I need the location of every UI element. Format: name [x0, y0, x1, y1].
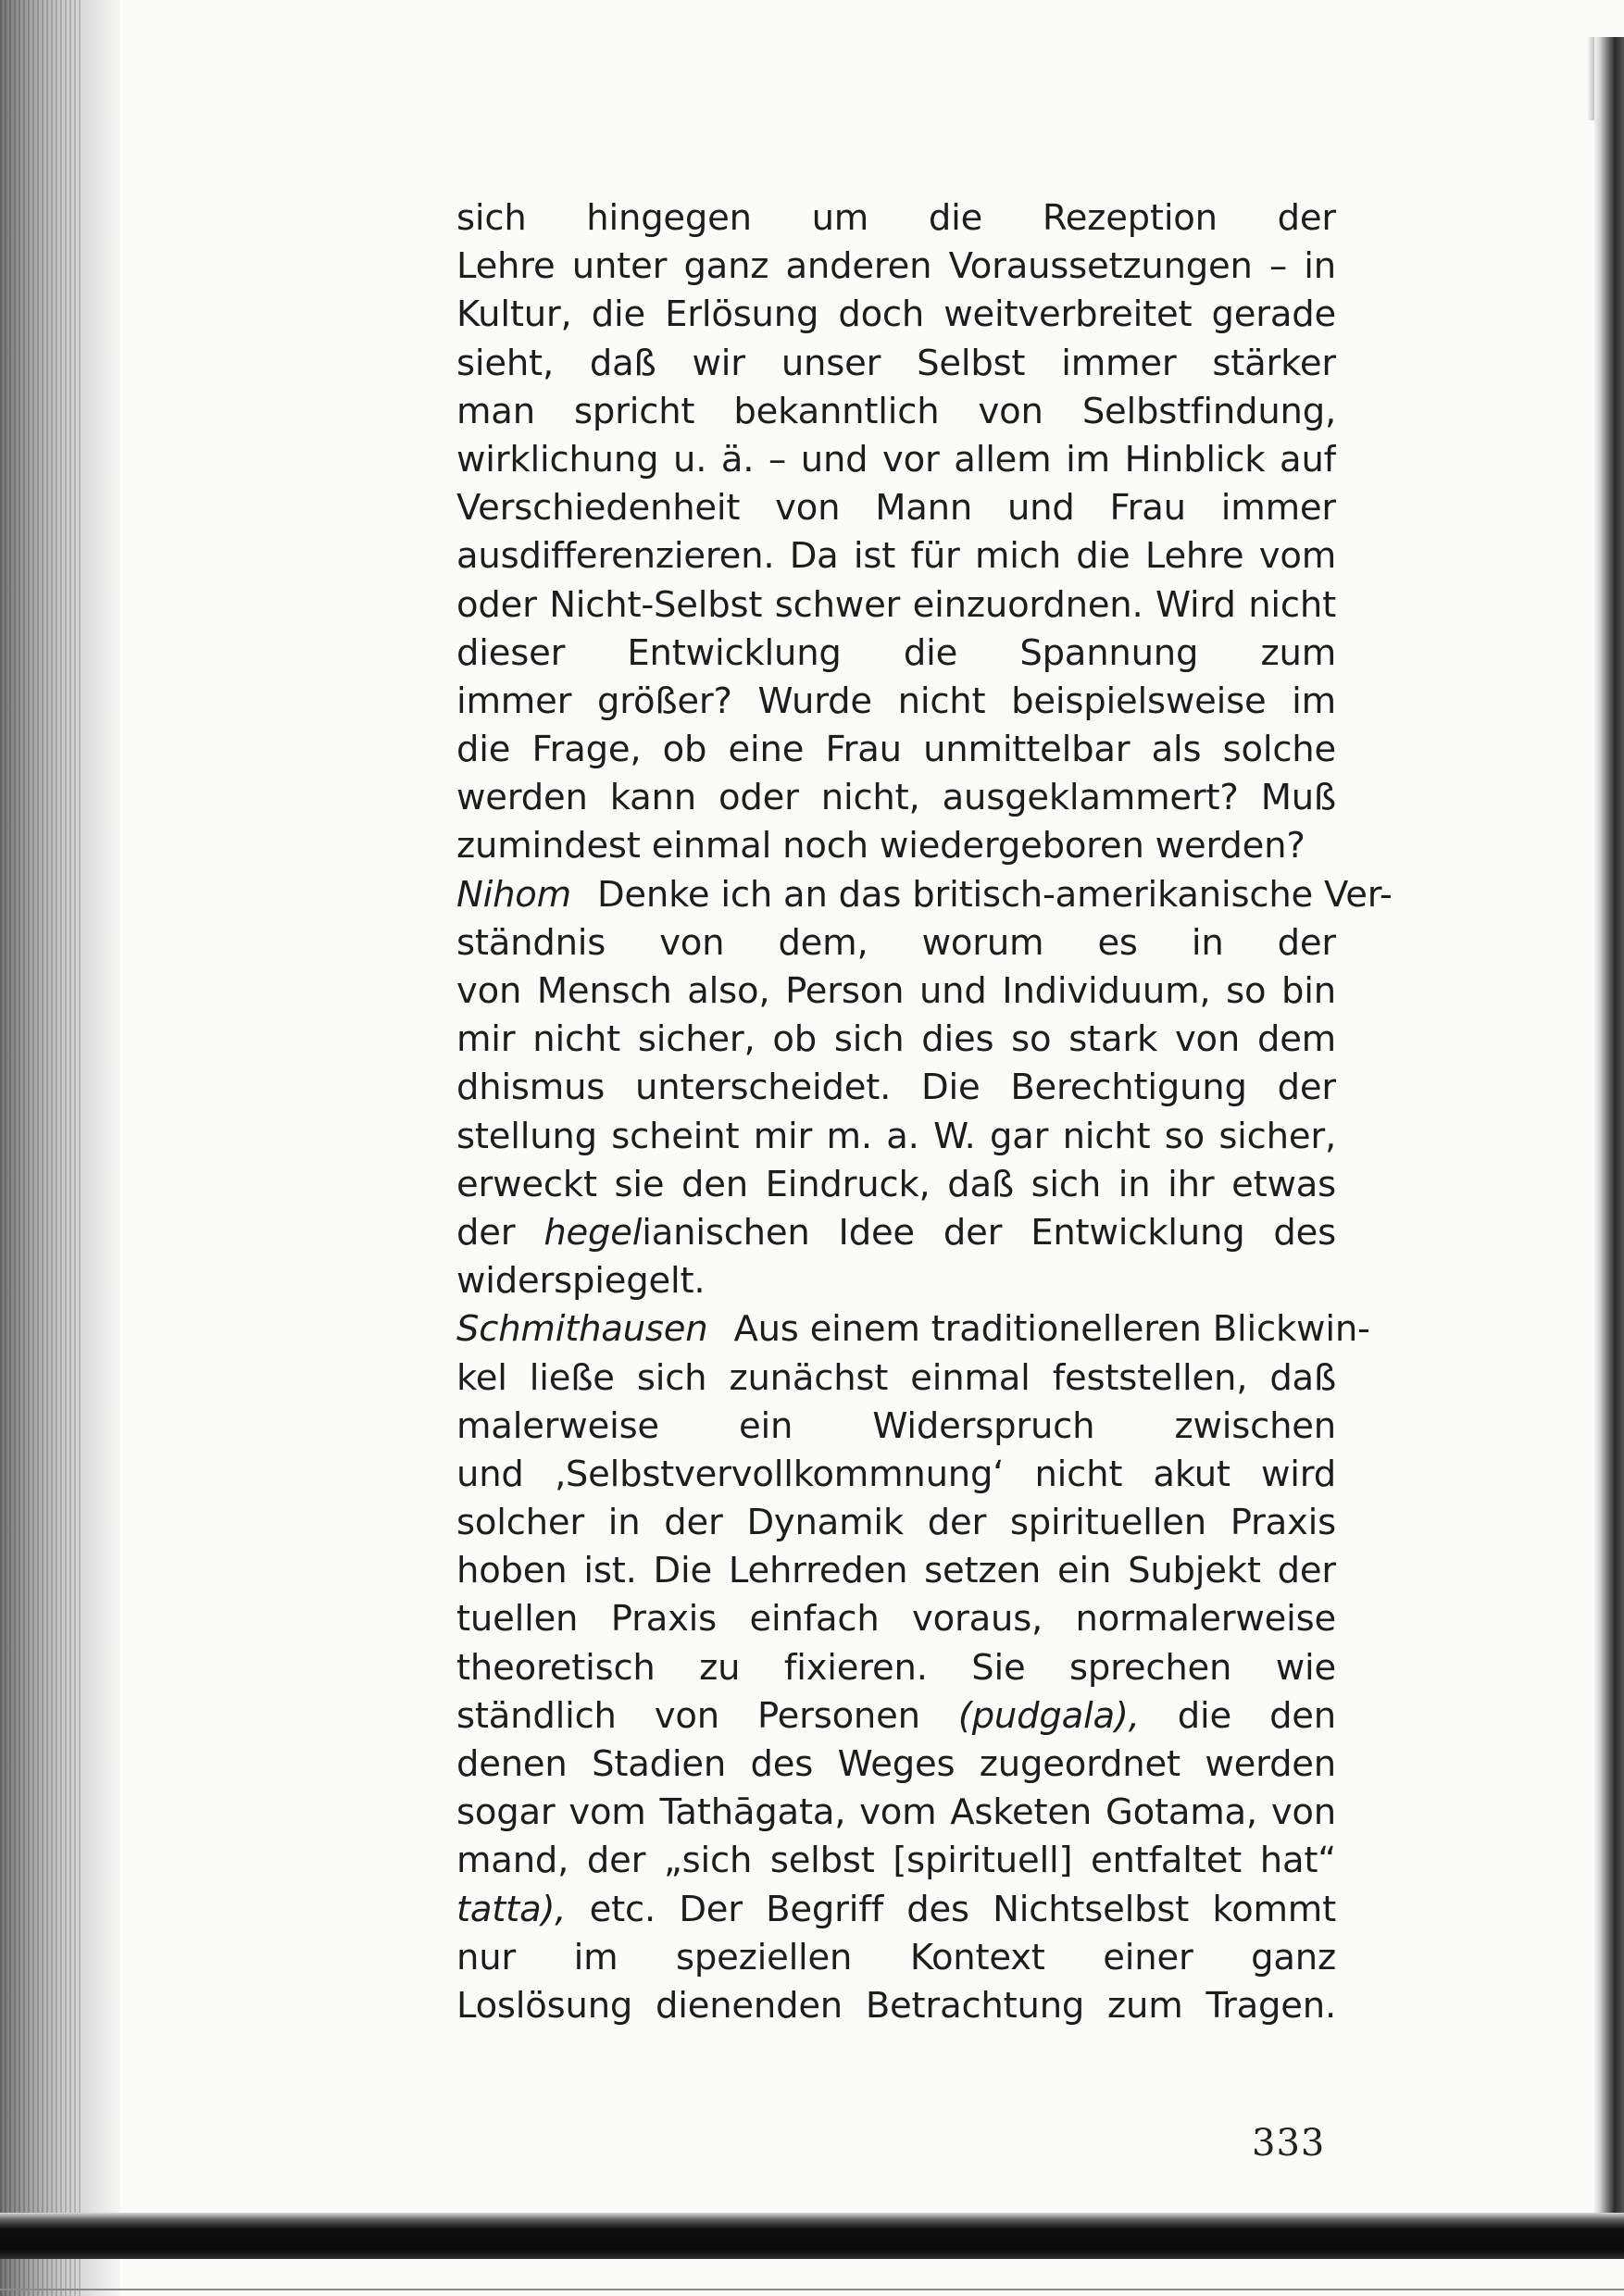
text-line: erweckt sie den Eindruck, daß sich in ihr etwas: [456, 1163, 1336, 1205]
text-line: zumindest einmal noch wiedergeboren werden?: [456, 825, 1305, 867]
text-line: sich hingegen um die Rezeption der: [456, 197, 1336, 239]
italic-name: hegel: [543, 1211, 643, 1254]
italic-term: (pudgala),: [957, 1694, 1140, 1737]
text-run: ianischen Idee der Entwicklung des: [642, 1211, 1336, 1254]
text-line: sogar vom Tathāgata, vom Asketen Gotama, von: [456, 1791, 1336, 1834]
text-run: der: [456, 1211, 544, 1254]
text-line: kel ließe sich zunächst einmal feststellen, daß: [456, 1356, 1336, 1399]
scan-bottom-rule: [0, 2289, 1624, 2290]
speaker-text: Aus einem traditionelleren Blickwin-: [733, 1308, 1370, 1351]
text-line: man spricht bekanntlich von Selbstfindung,: [456, 390, 1336, 432]
page-edge-shadow: [1594, 37, 1624, 2250]
speaker-line-nihom: [456, 871, 1393, 919]
text-line: stellung scheint mir m. a. W. gar nicht so sicher,: [456, 1115, 1336, 1157]
text-line: die Frage, ob eine Frau unmittelbar als solche: [456, 729, 1336, 771]
text-run: mand, der „sich selbst [spirituell] entfaltet hat“: [456, 1840, 1336, 1882]
text-line: oder Nicht-Selbst schwer einzuordnen. Wird nicht: [456, 583, 1336, 626]
scan-gutter-stripes: [0, 0, 83, 2296]
text-line: malerweise ein Widerspruch zwischen: [456, 1404, 1336, 1447]
text-line: werden kann oder nicht, ausgeklammert? Muß: [456, 777, 1336, 819]
text-line: wirklichung u. ä. – und vor allem im Hinblick auf: [456, 438, 1336, 480]
page-number: 333: [1252, 2122, 1326, 2165]
text-line: widerspiegelt.: [456, 1260, 706, 1303]
text-line: theoretisch zu fixieren. Sie sprechen wie: [456, 1646, 1336, 1689]
text-line: nur im speziellen Kontext einer ganz: [456, 1936, 1336, 1978]
text-line: solcher in der Dynamik der spirituellen Praxis: [456, 1502, 1336, 1544]
text-line: Verschiedenheit von Mann und Frau immer: [456, 487, 1336, 530]
speaker-text: Denke ich an das britisch-amerikanische Ver-: [596, 873, 1393, 916]
speaker-name: Nihom: [456, 873, 571, 916]
text-line: [456, 1692, 1336, 1741]
italic-term: tatta),: [456, 1888, 567, 1930]
text-line: Kultur, die Erlösung doch weitverbreitet gerade: [456, 293, 1336, 336]
speaker-name: Schmithausen: [456, 1308, 708, 1351]
text-line: und ‚Selbstvervollkommnung‘ nicht akut wird: [456, 1453, 1336, 1495]
text-run: die den: [1177, 1694, 1336, 1737]
text-line: hoben ist. Die Lehrreden setzen ein Subjekt der: [456, 1550, 1336, 1592]
text-line: denen Stadien des Weges zugeordnet werden: [456, 1743, 1336, 1785]
speaker-line-schmithausen: [456, 1305, 1370, 1354]
body-text: [456, 194, 1393, 2030]
text-line: dieser Entwicklung die Spannung zum: [456, 631, 1336, 674]
text-line: ständnis von dem, worum es in der: [456, 921, 1336, 964]
text-line: dhismus unterscheidet. Die Berechtigung der: [456, 1067, 1336, 1109]
text-line: sieht, daß wir unser Selbst immer stärker: [456, 342, 1336, 384]
text-run: ständlich von Personen: [456, 1694, 958, 1737]
text-line: [456, 1886, 1336, 1934]
text-line: [456, 1837, 1336, 1885]
text-line: tuellen Praxis einfach voraus, normalerweise: [456, 1598, 1336, 1641]
text-run: etc. Der Begriff des Nichtselbst kommt: [589, 1888, 1336, 1930]
scan-bottom-shadow: [0, 2213, 1624, 2259]
text-line: von Mensch also, Person und Individuum, so bin: [456, 970, 1336, 1012]
text-line: immer größer? Wurde nicht beispielsweise im: [456, 680, 1336, 722]
text-line: [456, 1209, 1336, 1257]
text-line: mir nicht sicher, ob sich dies so stark von dem: [456, 1018, 1336, 1061]
text-line: Loslösung dienenden Betrachtung zum Tragen.: [456, 1984, 1336, 2027]
text-line: Lehre unter ganz anderen Voraussetzungen – in: [456, 245, 1336, 288]
text-line: ausdifferenzieren. Da ist für mich die Lehre vom: [456, 535, 1336, 578]
